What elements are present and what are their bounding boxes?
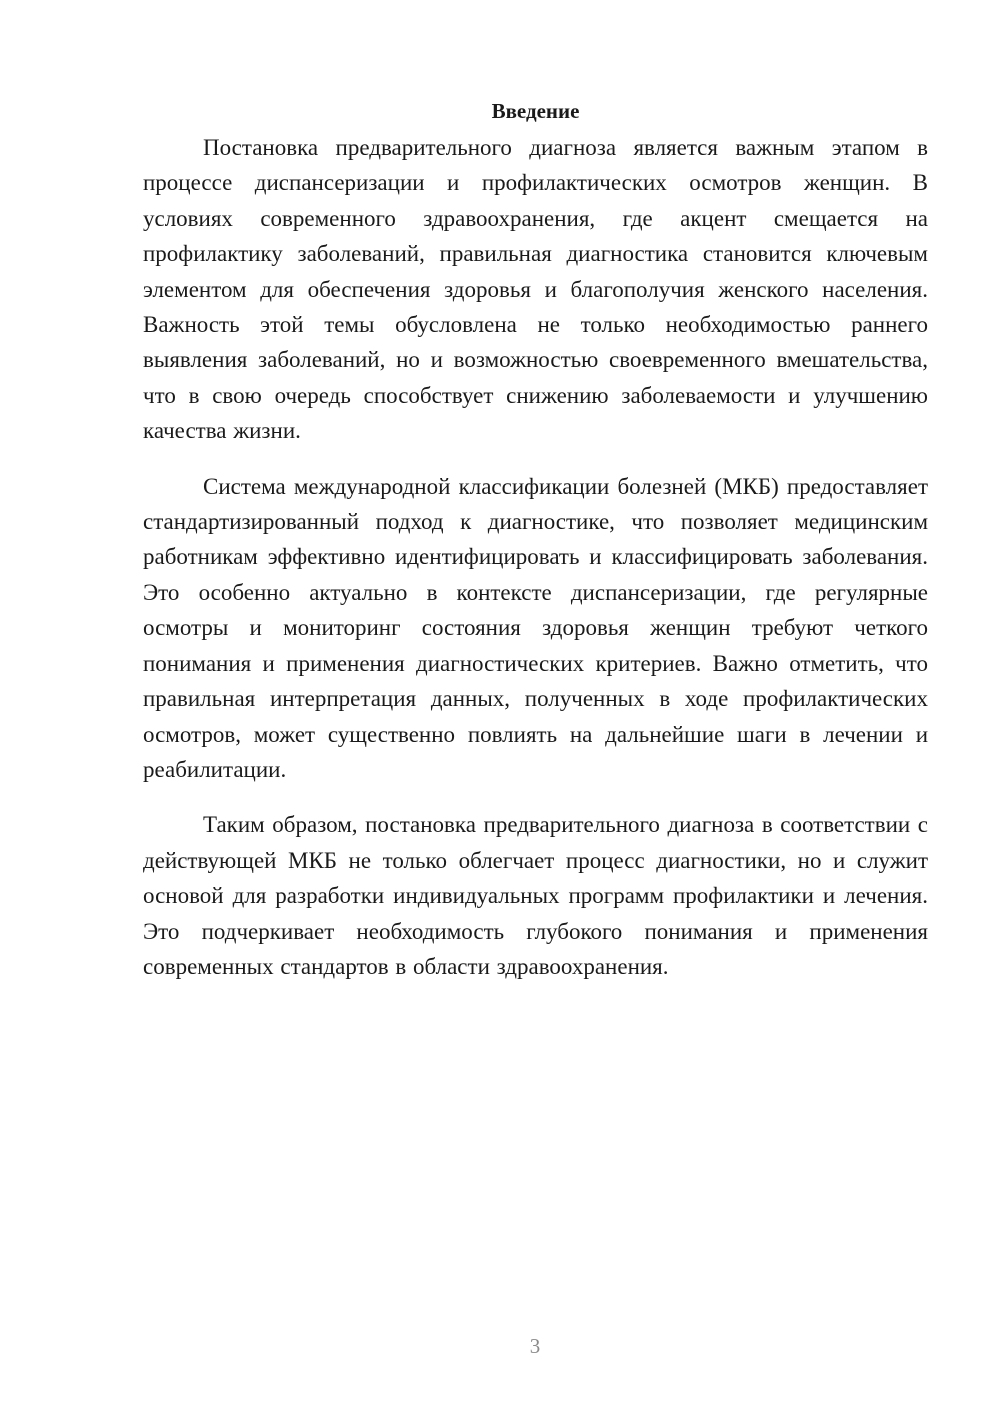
- document-page: [143, 96, 928, 1004]
- page-title: Введение: [491, 99, 580, 123]
- paragraph-3: Таким образом, постановка предварительного диагноза в соответствии с действующей МКБ не только облегчает процесс диагностики, но и служит основой для разработки индивидуальных программ профилактики и лечения. Это подчеркивает необходимость глубокого понимания и применения современных стандартов в области здравоохранения.: [143, 812, 928, 979]
- paragraph-1: Постановка предварительного диагноза является важным этапом в процессе диспансеризации и профилактических осмотров женщин. В условиях современного здравоохранения, где акцент смещается на профилактику заболеваний, правильная диагностика становится ключевым элементом для обеспечения здоровья и благополучия женского населения. Важность этой темы обусловлена не только необходимостью раннего выявления заболеваний, но и возможностью своевременного вмешательства, что в свою очередь способствует снижению заболеваемости и улучшению качества жизни.: [143, 135, 928, 444]
- paragraph-2: Система международной классификации болезней (МКБ) предоставляет стандартизированный подход к диагностике, что позволяет медицинским работникам эффективно идентифицировать и классифицировать заболевания. Это особенно актуально в контексте диспансеризации, где регулярные осмотры и мониторинг состояния здоровья женщин требуют четкого понимания и применения диагностических критериев. Важно отметить, что правильная интерпретация данных, полученных в ходе профилактических осмотров, может существенно повлиять на дальнейшие шаги в лечении и реабилитации.: [143, 473, 928, 782]
- page-number: 3: [529, 1334, 541, 1358]
